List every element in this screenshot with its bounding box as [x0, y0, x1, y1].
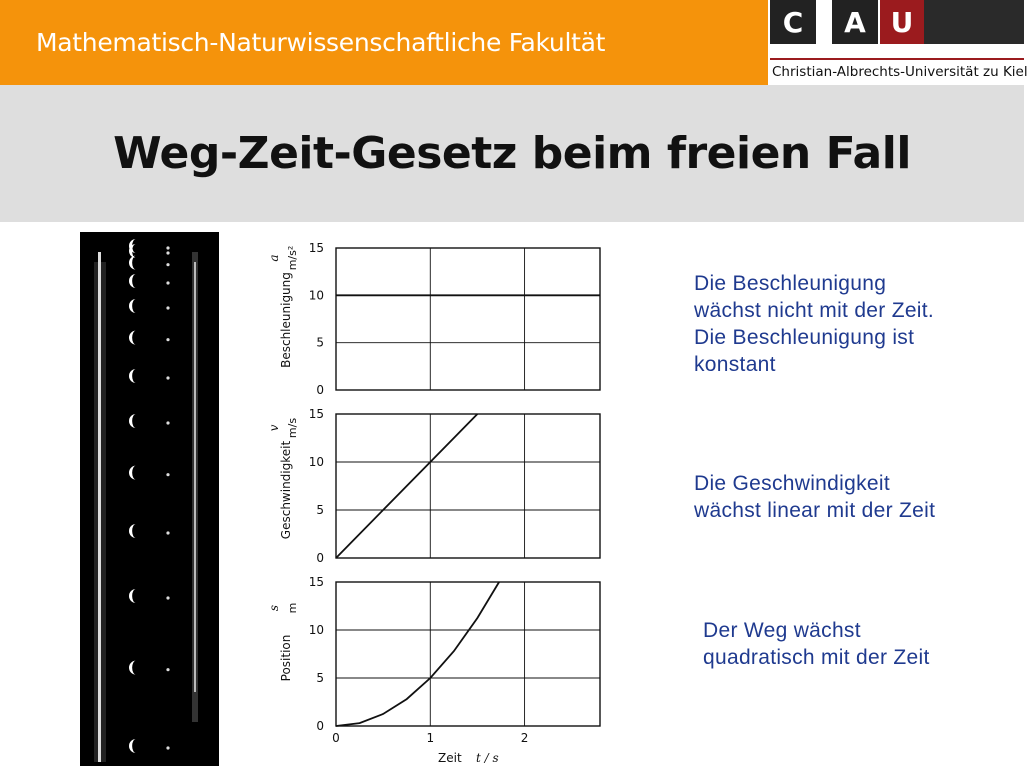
position-description — [703, 617, 930, 671]
velocity-description — [694, 470, 935, 524]
velocity-plot-frame — [336, 414, 600, 558]
acceleration-y-tick-label: 15 — [308, 241, 324, 255]
light-marker — [166, 338, 169, 341]
acceleration-y-tick-label: 5 — [316, 335, 324, 350]
logo-letter-c: C — [770, 0, 816, 44]
acceleration-description — [694, 270, 934, 378]
university-name: Christian-Albrechts-Universität zu Kiel — [772, 64, 1028, 80]
motion-graphs — [267, 232, 610, 768]
time-x-tick-label: 2 — [520, 731, 529, 745]
light-marker — [166, 376, 169, 379]
description-line: Der Weg wächst — [703, 619, 861, 642]
light-marker — [166, 246, 169, 249]
light-marker — [166, 421, 169, 424]
position-axis-label: Position — [279, 634, 293, 682]
acceleration-unit-denominator: m/s² — [286, 245, 299, 271]
description-line: wächst nicht mit der Zeit. — [694, 299, 935, 322]
velocity-y-tick-label: 15 — [308, 407, 324, 421]
acceleration-y-tick-label: 0 — [316, 383, 324, 397]
time-x-tick-label: 0 — [332, 731, 340, 745]
acceleration-y-tick-label: 10 — [308, 288, 324, 303]
light-marker — [166, 531, 169, 534]
description-line: konstant — [694, 353, 776, 376]
description-line: Die Geschwindigkeit — [694, 472, 890, 495]
logo-black-bar — [924, 0, 1024, 44]
velocity-y-tick-label: 10 — [308, 455, 324, 469]
velocity-axis-label: Geschwindigkeit — [279, 440, 293, 540]
position-y-tick-label: 15 — [308, 575, 324, 589]
velocity-unit-denominator: m/s — [286, 417, 299, 439]
slide-title: Weg-Zeit-Gesetz beim freien Fall — [113, 128, 911, 179]
velocity-y-tick-label: 0 — [316, 551, 324, 565]
velocity-graph — [267, 407, 600, 565]
acceleration-axis-label: Beschleunigung — [279, 272, 293, 368]
strobe-photo — [80, 232, 219, 766]
position-graph — [267, 575, 600, 765]
time-axis-unit: t / s — [476, 751, 499, 765]
acceleration-unit-numerator: a — [267, 254, 281, 262]
logo-letter-a: A — [832, 0, 878, 44]
time-x-tick-label: 1 — [426, 731, 435, 745]
light-marker — [166, 596, 169, 599]
time-axis-word: Zeit — [438, 751, 462, 765]
acceleration-plot-frame — [336, 248, 600, 390]
description-line: quadratisch mit der Zeit — [703, 646, 930, 669]
description-line: Die Beschleunigung — [694, 272, 887, 295]
position-y-tick-label: 10 — [308, 623, 324, 637]
light-marker — [166, 473, 169, 476]
light-marker — [166, 281, 169, 284]
light-marker — [166, 668, 169, 671]
velocity-y-tick-label: 5 — [316, 503, 324, 517]
position-y-tick-label: 0 — [316, 719, 324, 733]
position-unit-denominator: m — [286, 602, 299, 614]
light-marker — [166, 746, 169, 749]
logo-divider — [770, 58, 1024, 60]
light-marker — [166, 251, 169, 254]
position-unit-numerator: s — [267, 604, 281, 612]
position-y-tick-label: 5 — [316, 671, 324, 685]
acceleration-graph — [267, 241, 600, 397]
velocity-unit-numerator: v — [267, 424, 281, 432]
light-marker — [166, 306, 169, 309]
light-marker — [166, 263, 169, 266]
faculty-name: Mathematisch-Naturwissenschaftliche Fakultät — [36, 28, 606, 57]
logo-letter-u: U — [880, 0, 924, 44]
description-line: Die Beschleunigung ist — [694, 326, 915, 349]
position-plot-frame — [336, 582, 600, 726]
faculty-bar — [0, 0, 768, 85]
description-line: wächst linear mit der Zeit — [694, 499, 936, 522]
